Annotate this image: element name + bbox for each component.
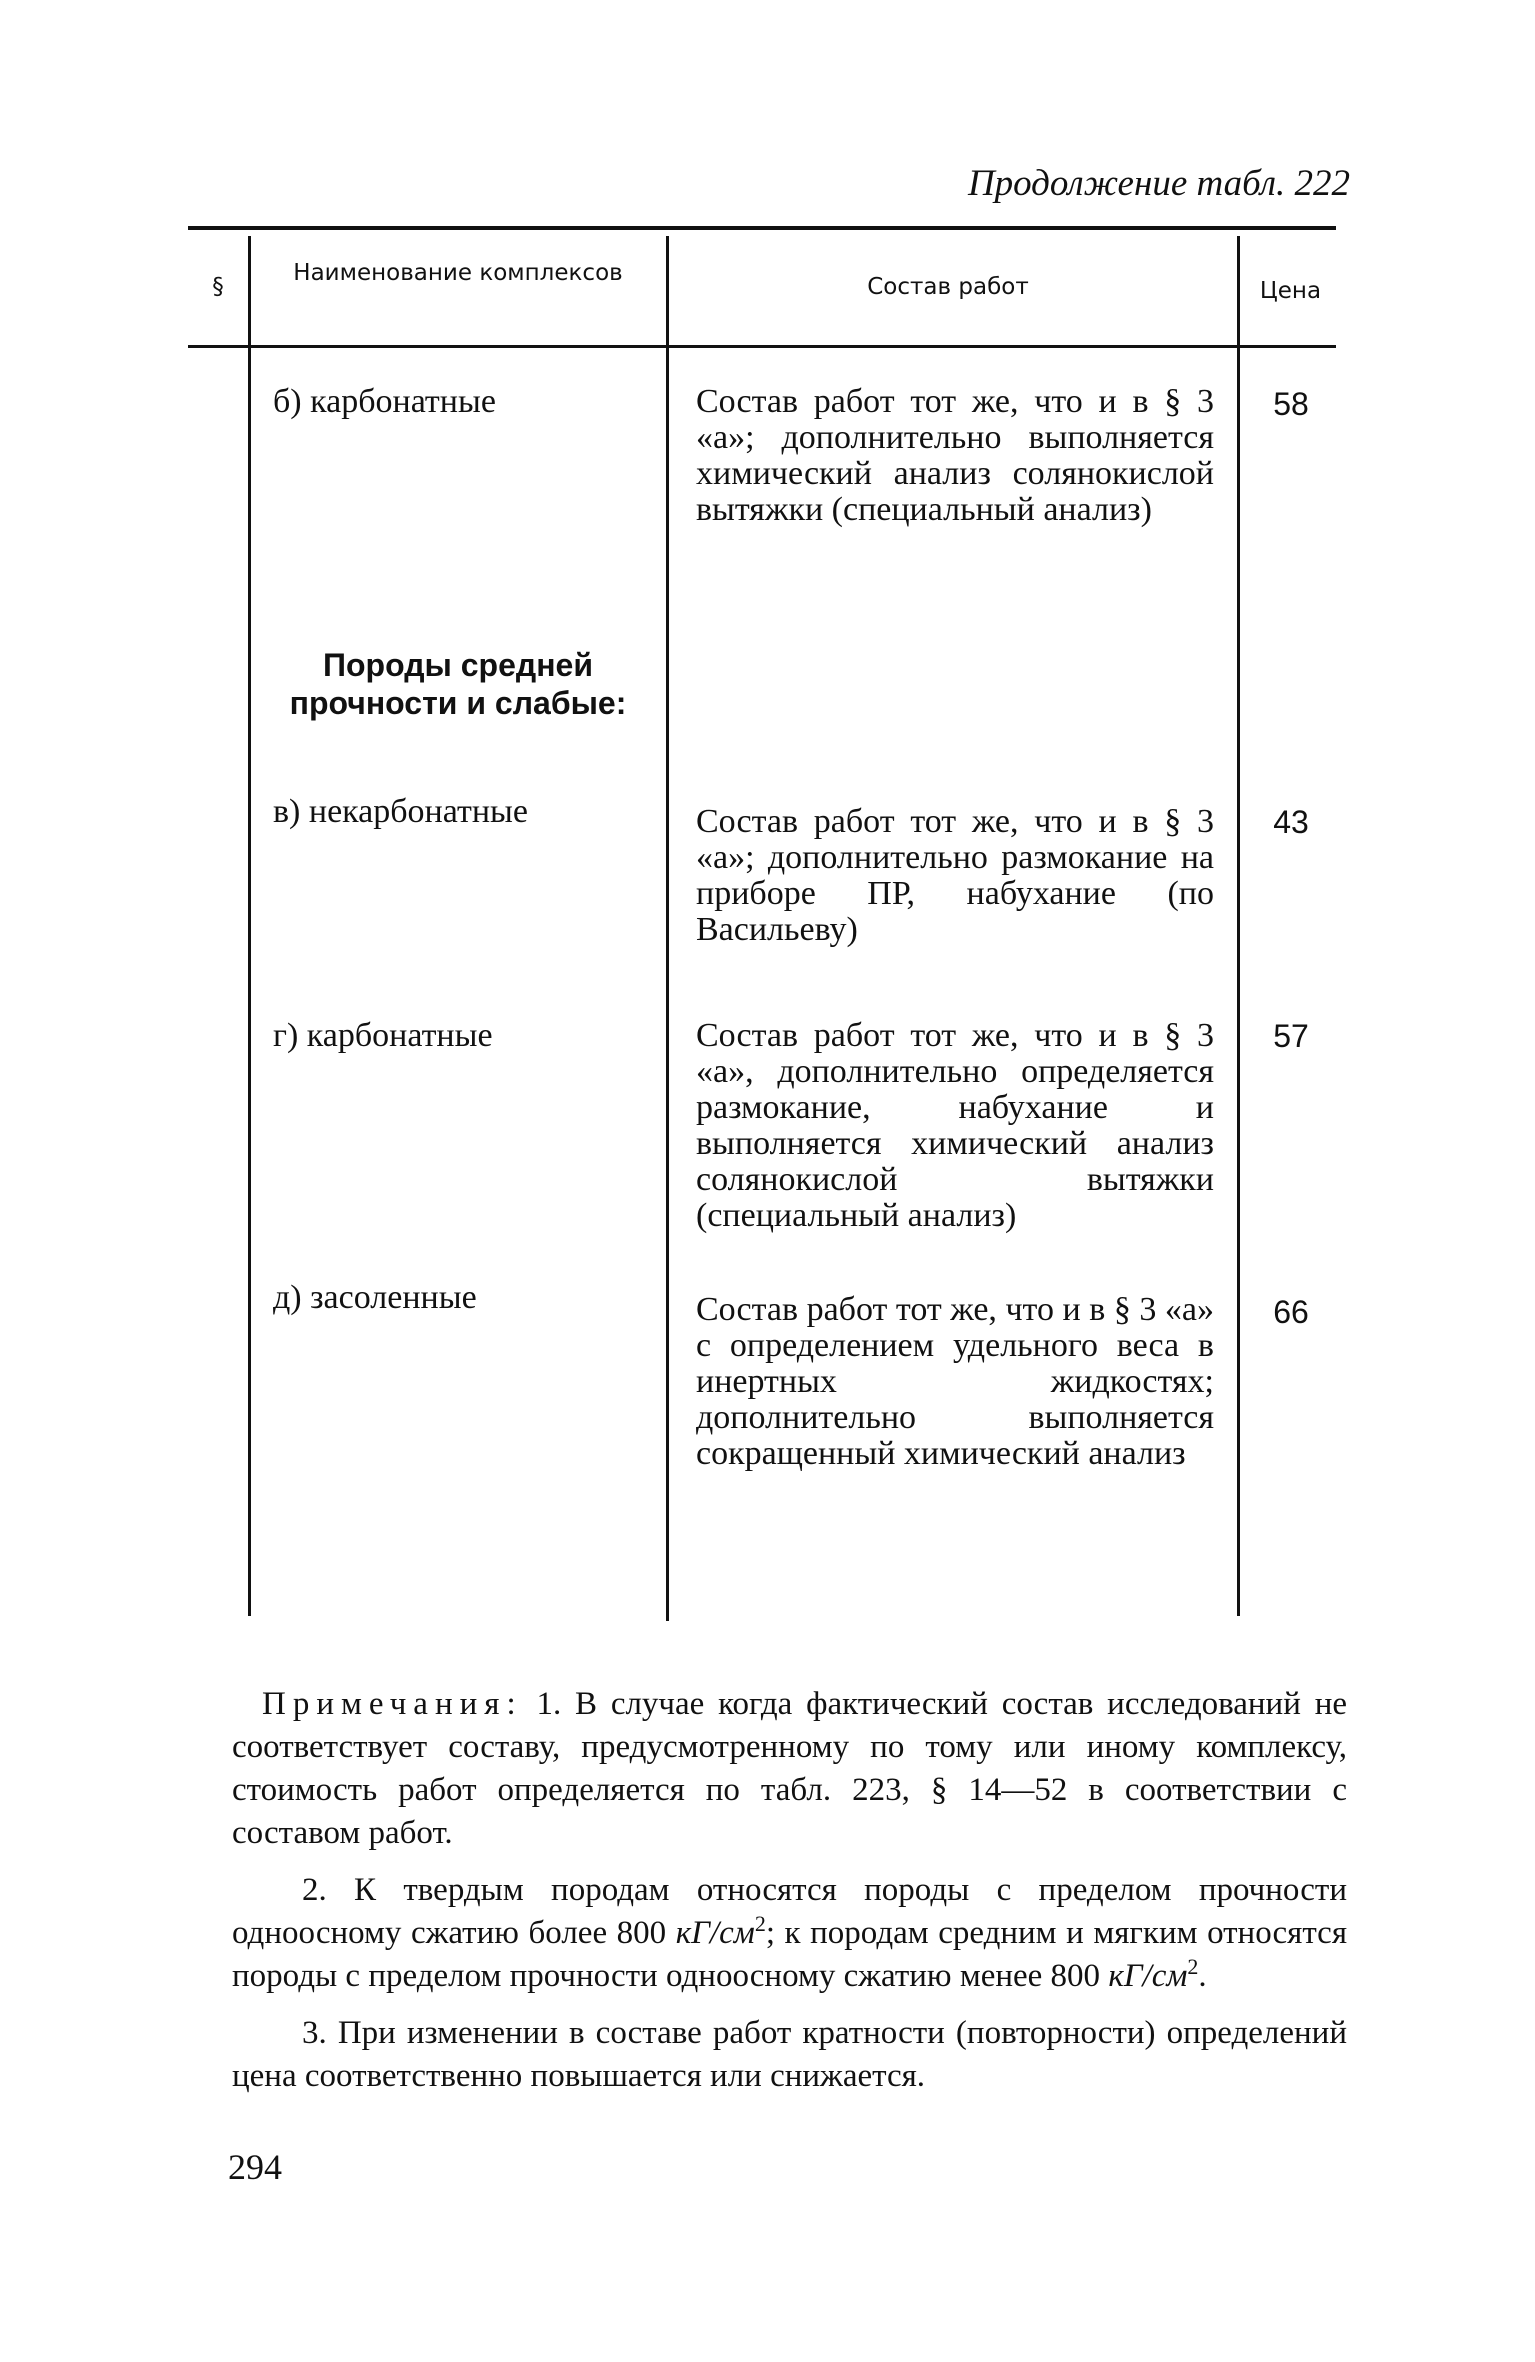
row-v-name: в) некарбонатные <box>273 793 528 830</box>
row-d-price: 66 <box>1273 1294 1309 1330</box>
page-number: 294 <box>228 2147 282 2187</box>
note-2 <box>232 1869 1347 1998</box>
row-v-price: 43 <box>1273 804 1309 840</box>
row-g-name: г) карбонатные <box>273 1017 493 1054</box>
note-2-text-a: 2. К твердым породам относятся породы с пределом прочности одноосному сжатию более 800 <box>232 1872 1347 1951</box>
note-1-text: 1. В случае когда фактический состав исследований не соответствует составу, предусмотренному по тому или иному комплексу, стоимость работ определяется по табл. 223, § 14—52 в соответствии с составом работ. <box>232 1686 1347 1851</box>
notes <box>232 1683 1347 2112</box>
note-1 <box>232 1683 1347 1855</box>
row-b-work: Состав работ тот же, что и в § 3 «а»; дополнительно выполняется химический анализ солянокислой вытяжки (специальный анализ) <box>696 383 1214 528</box>
row-b-price: 58 <box>1273 386 1309 422</box>
row-d-work: Состав работ тот же, что и в § 3 «а» с определением удельного веса в инертных жидкостях; дополнительно выполняется сокращенный химический анализ <box>696 1291 1214 1472</box>
row-g-work: Состав работ тот же, что и в § 3 «а», дополнительно определяется размокание, набухание и выполняется химический анализ солянокислой вытяжки (специальный анализ) <box>696 1017 1214 1234</box>
note-3: 3. При изменении в составе работ кратности (повторности) определений цена соответственно повышается или снижается. <box>232 2015 1347 2094</box>
row-b-name: б) карбонатные <box>273 383 496 420</box>
unit-sup: 2 <box>754 1911 766 1936</box>
column-divider <box>666 236 669 1621</box>
header-name: Наименование комплексов <box>293 260 623 286</box>
table-top-rule <box>188 226 1336 230</box>
group-heading: Породы средней прочности и слабые: <box>289 647 627 721</box>
note-2-text-b: ; к породам средним и мягким относятся породы с пределом прочности одноосному сжатию менее 800 <box>232 1915 1348 1994</box>
row-v-work: Состав работ тот же, что и в § 3 «а»; дополнительно размокание на приборе ПР, набухание (по Васильеву) <box>696 803 1214 948</box>
unit: кГ/см <box>1108 1958 1188 1994</box>
column-divider <box>1237 236 1240 1616</box>
row-d-name: д) засоленные <box>273 1279 477 1316</box>
header-section: § <box>212 274 224 300</box>
notes-label: Примечания: <box>262 1686 523 1722</box>
price-table <box>188 226 1336 1621</box>
note-2-end: . <box>1198 1958 1207 1994</box>
row-g-price: 57 <box>1273 1018 1309 1054</box>
unit: кГ/см <box>675 1915 755 1951</box>
column-divider <box>248 236 251 1616</box>
table-caption: Продолжение табл. 222 <box>967 163 1350 204</box>
header-rule <box>188 345 1336 348</box>
header-price: Цена <box>1259 278 1322 304</box>
header-work: Состав работ <box>867 274 1029 300</box>
unit-sup: 2 <box>1187 1954 1199 1979</box>
